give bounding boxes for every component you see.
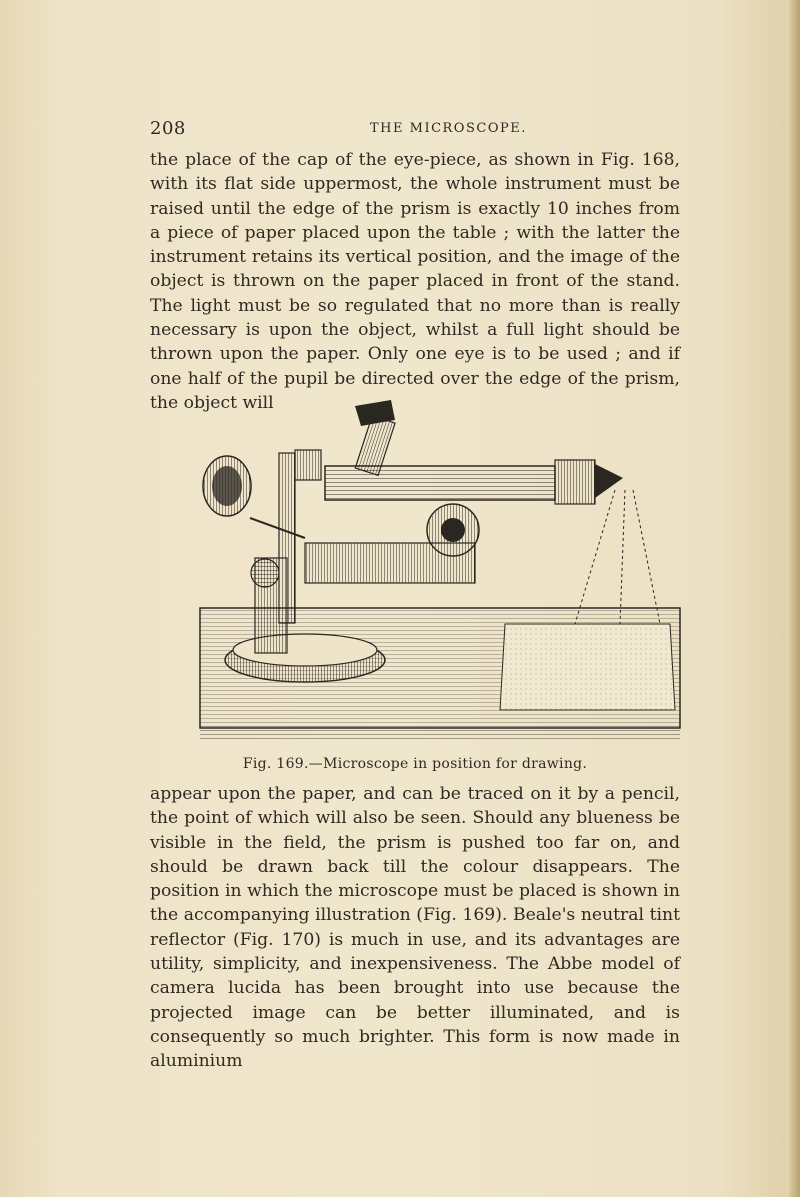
running-head: THE MICROSCOPE. (370, 121, 527, 136)
paragraph-top: the place of the cap of the eye-piece, as shown in Fig. 168, with its flat side uppermost, the whole instrument must be raised until the edge of the prism is exactly 10 inches from a piece of paper placed upon the table ; with the latter the instrument retains its vertical position, and the image of the object is thrown on the paper placed in front of the stand. The light must be so regulated that no more than is really necessary is upon the object, whilst a full light should be thrown upon the paper. Only one eye is to be used ; and if one half of the pupil be directed over the edge of the prism, the object will (150, 150, 680, 413)
figure-label: Fig. 169. (242, 756, 309, 772)
page-edge (786, 0, 800, 1197)
page-header (150, 118, 670, 140)
page-number: 208 (150, 118, 186, 139)
microscope-illustration (195, 398, 685, 748)
figure-caption-text: —Microscope in position for drawing. (308, 756, 588, 772)
figure-caption (150, 756, 680, 772)
paragraph-bottom: appear upon the paper, and can be traced on it by a pencil, the point of which will also be seen. Should any blueness be visible in the field, the prism is pushed too far on, and should be drawn back till the colour disappears. The position in which the microscope must be placed is shown in the accompanying illustration (Fig. 169). Beale's neutral tint reflector (Fig. 170) is much in use, and its advantages are utility, simplicity, and inexpensiveness. The Abbe model of camera lucida has been brought into use because the projected image can be better illuminated, and is consequently so much brighter. This form is now made in aluminium (150, 784, 680, 1072)
